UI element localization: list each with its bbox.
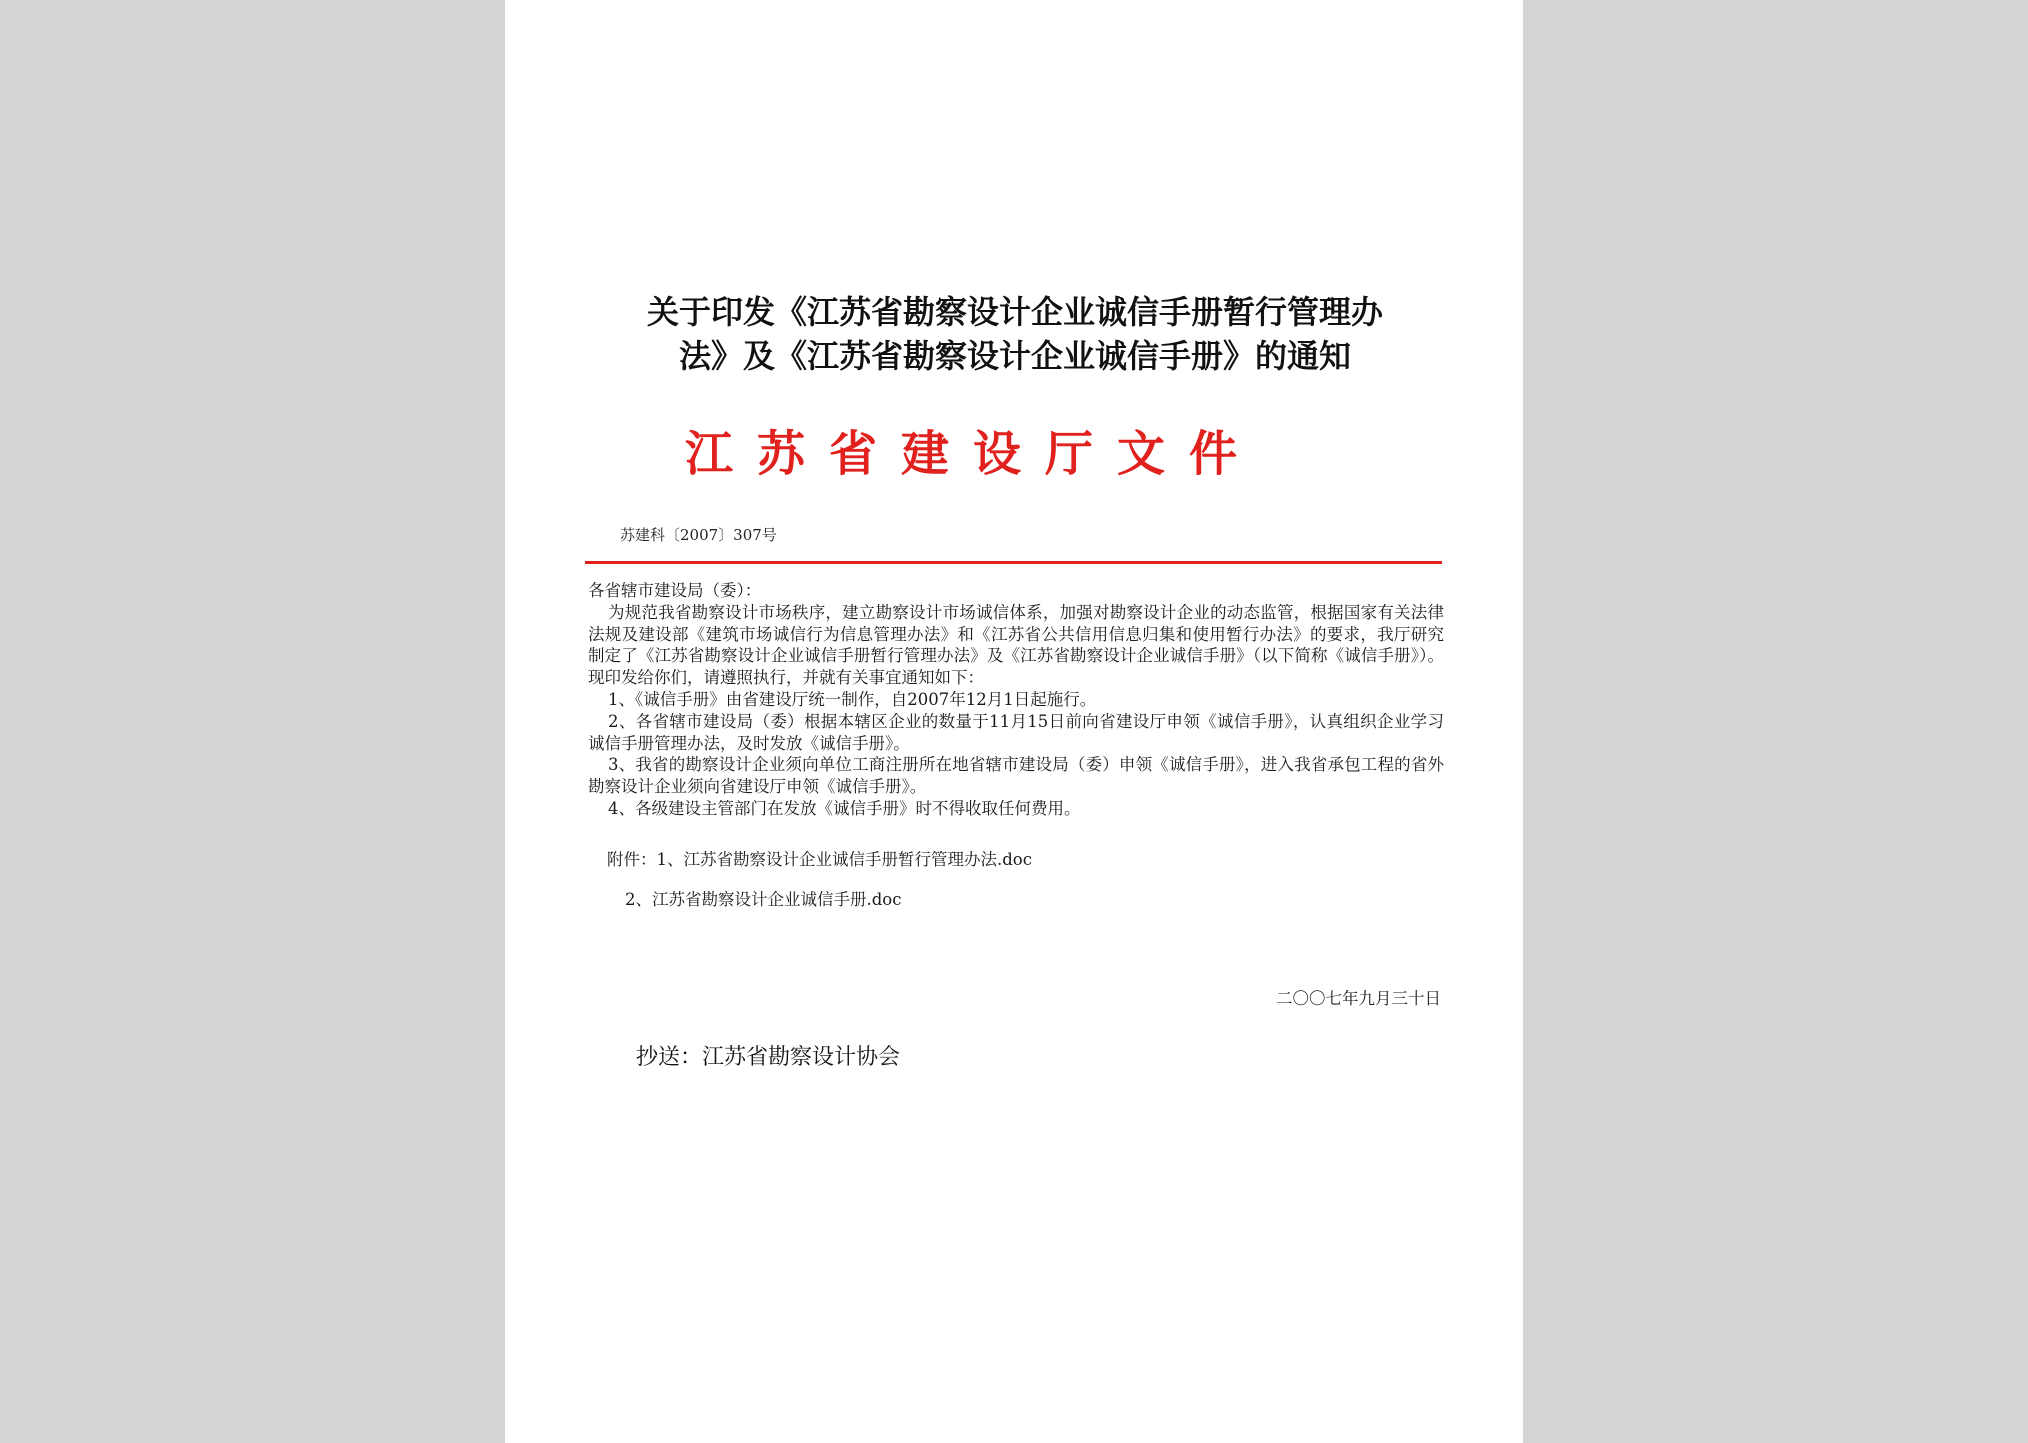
- document-title: [585, 290, 1445, 378]
- attachment-link-1[interactable]: 附件：1、江苏省勘察设计企业诚信手册暂行管理办法.doc: [607, 850, 1032, 869]
- document-number: 苏建科〔2007〕307号: [620, 526, 777, 544]
- carbon-copy: 抄送：江苏省勘察设计协会: [636, 1045, 901, 1070]
- list-item-4: 4、各级建设主管部门在发放《诚信手册》时不得收取任何费用。: [608, 798, 1081, 818]
- attachment-link-2[interactable]: 2、江苏省勘察设计企业诚信手册.doc: [625, 890, 902, 909]
- addressee: 各省辖市建设局（委）：: [588, 581, 762, 600]
- document-title-line-2: 法》及《江苏省勘察设计企业诚信手册》的通知: [678, 337, 1351, 375]
- list-item-2: 2、各省辖市建设局（委）根据本辖区企业的数量于11月15日前向省建设厅申领《诚信手册》，认真组织企业学习诚信手册管理办法，及时发放《诚信手册》。: [588, 711, 1444, 753]
- document-page: [505, 0, 1523, 1443]
- document-title-line-1: 关于印发《江苏省勘察设计企业诚信手册暂行管理办: [646, 293, 1383, 331]
- red-divider: [585, 561, 1442, 564]
- issuer-header: 江苏省建设厅文件: [685, 426, 1262, 482]
- document-body: [588, 580, 1444, 820]
- list-item-1: 1、《诚信手册》由省建设厅统一制作，自2007年12月1日起施行。: [608, 689, 1097, 709]
- list-item-3: 3、我省的勘察设计企业须向单位工商注册所在地省辖市建设局（委）申领《诚信手册》，进入我省承包工程的省外勘察设计企业须向省建设厅申领《诚信手册》。: [588, 755, 1444, 797]
- intro-paragraph: 为规范我省勘察设计市场秩序，建立勘察设计市场诚信体系，加强对勘察设计企业的动态监管，根据国家有关法律法规及建设部《建筑市场诚信行为信息管理办法》和《江苏省公共信用信息归集和使用暂行办法》的要求，我厅研究制定了《江苏省勘察设计企业诚信手册暂行管理办法》及《江苏省勘察设计企业诚信手册》（以下简称《诚信手册》）。现印发给你们，请遵照执行，并就有关事宜通知如下：: [588, 602, 1444, 688]
- document-date: 二〇〇七年九月三十日: [1276, 989, 1441, 1008]
